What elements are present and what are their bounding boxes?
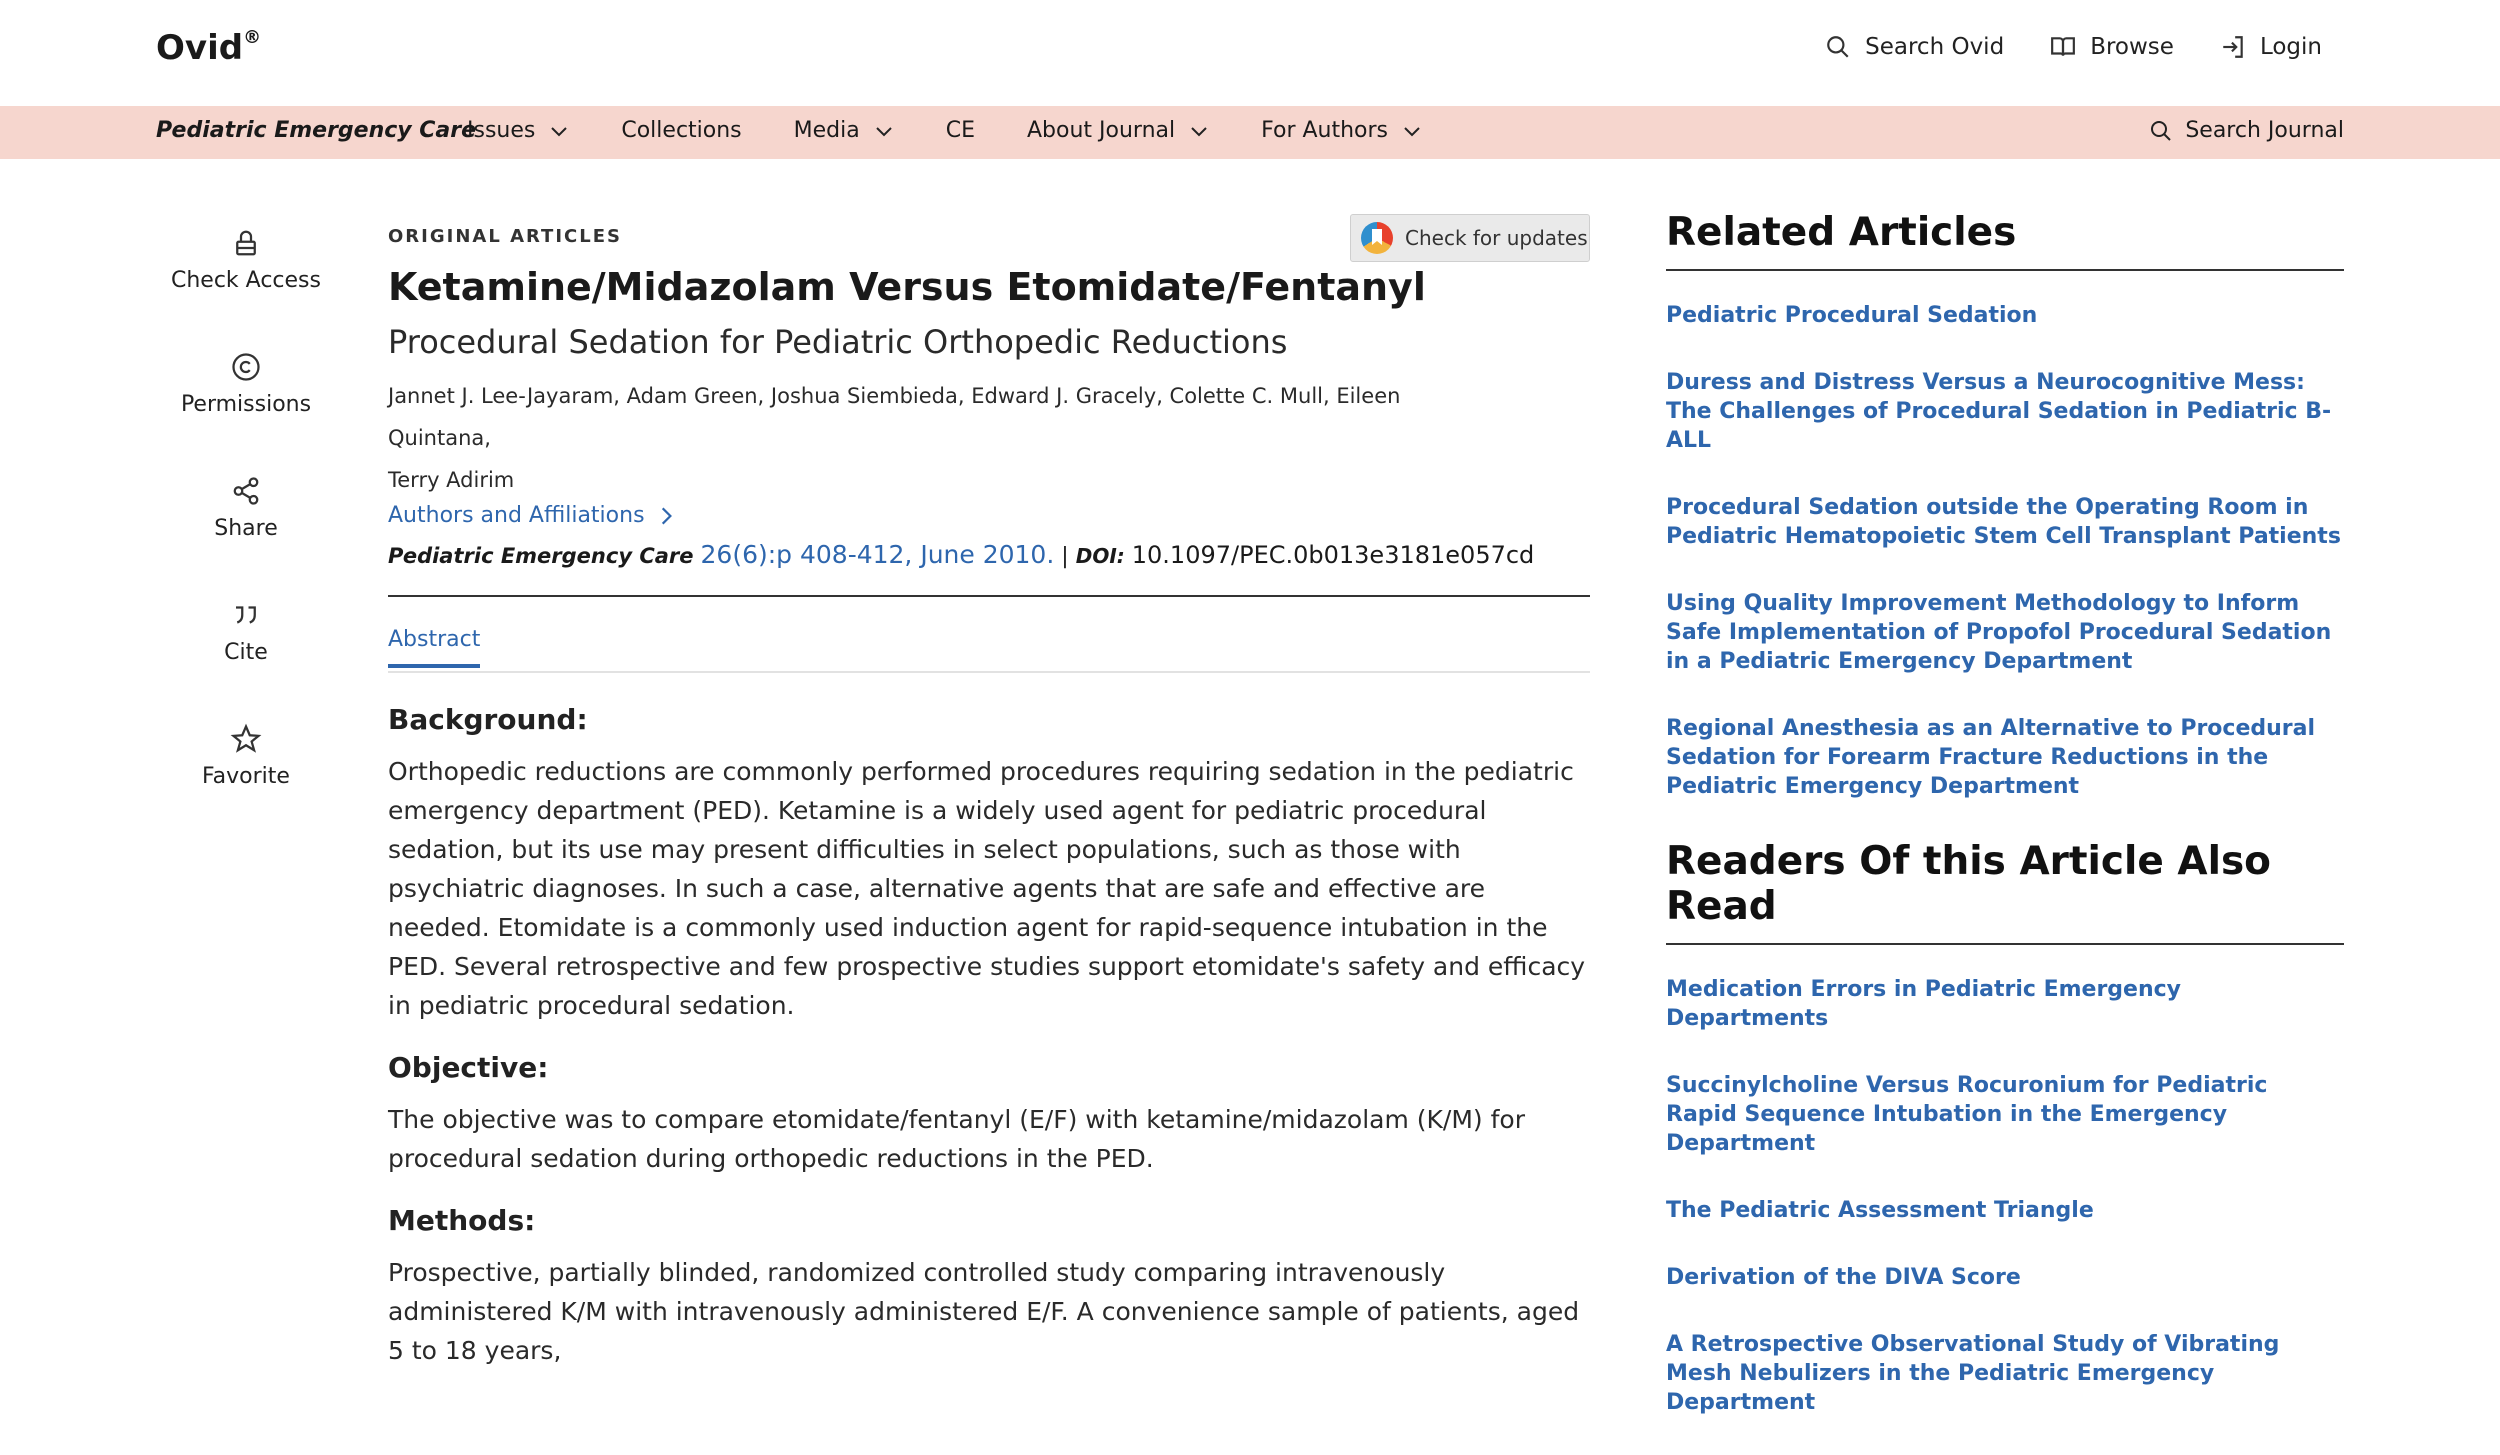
menu-issues[interactable] xyxy=(467,118,569,143)
objective-heading: Objective: xyxy=(388,1051,549,1084)
copyright-icon xyxy=(231,352,261,382)
methods-text: Prospective, partially blinded, randomized controlled study comparing intravenously administered K/M with intravenously administered E/F. A convenience sample of patients, aged 5 to 18 years, xyxy=(388,1258,1580,1365)
related-article-link[interactable]: Procedural Sedation outside the Operating Room in Pediatric Hematopoietic Stem Cell Transplant Patients xyxy=(1666,495,2341,549)
share-icon xyxy=(231,476,261,506)
crossmark-icon xyxy=(1361,222,1393,254)
article-title: Ketamine/Midazolam Versus Etomidate/Fentanyl xyxy=(388,265,1426,309)
chevron-right-icon xyxy=(655,505,677,527)
article-tools-rail xyxy=(156,228,336,848)
also-read-link[interactable]: Succinylcholine Versus Rocuronium for Pediatric Rapid Sequence Intubation in the Emergency Department xyxy=(1666,1073,2268,1156)
favorite-label: Favorite xyxy=(202,764,290,789)
related-articles-heading: Related Articles xyxy=(1666,210,2344,271)
menu-for-authors[interactable] xyxy=(1261,118,1422,143)
permissions-label: Permissions xyxy=(180,392,312,417)
search-icon xyxy=(2149,119,2173,143)
search-ovid-link[interactable] xyxy=(1825,34,2004,60)
objective-text: The objective was to compare etomidate/fentanyl (E/F) with ketamine/midazolam (K/M) for procedural sedation during orthopedic reductions in the PED. xyxy=(388,1105,1525,1173)
brand-name: Ovid xyxy=(156,28,244,68)
authors-line: Jannet J. Lee-Jayaram, Adam Green, Joshua Siembieda, Edward J. Gracely, Colette C. Mull, Eileen Quintana, xyxy=(388,384,1401,450)
methods-heading: Methods: xyxy=(388,1204,536,1237)
related-articles-list xyxy=(1666,301,2344,801)
chevron-down-icon xyxy=(1189,121,1209,141)
readers-also-read-heading: Readers Of this Article Also Read xyxy=(1666,839,2344,945)
also-read-link[interactable]: Derivation of the DIVA Score xyxy=(1666,1265,2021,1290)
menu-ce-label: CE xyxy=(945,118,975,143)
menu-collections-label: Collections xyxy=(621,118,742,143)
article-tabs xyxy=(388,627,1590,673)
journal-title[interactable]: Pediatric Emergency Care xyxy=(156,118,477,143)
cite-button[interactable] xyxy=(156,600,336,724)
related-article-link[interactable]: Pediatric Procedural Sedation xyxy=(1666,303,2038,328)
article-section-label: ORIGINAL ARTICLES xyxy=(388,226,622,247)
chevron-down-icon xyxy=(1402,121,1422,141)
background-text: Orthopedic reductions are commonly performed procedures requiring sedation in the pediatric emergency department (PED). Ketamine is a widely used agent for pediatric procedural sedation, but its use may present difficulties in select populations, such as those with psychiatric diagnoses. In such a case, alternative agents that are safe and effective are needed. Etomidate is a commonly used induction agent for rapid-sequence intubation in the PED. Several retrospective and few prospective studies support etomidate's safety and efficacy in pediatric procedural sedation. xyxy=(388,757,1586,1020)
lock-icon xyxy=(231,228,261,258)
also-read-link[interactable]: A Retrospective Observational Study of Vibrating Mesh Nebulizers in the Pediatric Emergency Department xyxy=(1666,1332,2280,1415)
article-subtitle: Procedural Sedation for Pediatric Orthopedic Reductions xyxy=(388,323,1288,361)
quote-icon xyxy=(231,600,261,630)
browse-label: Browse xyxy=(2090,34,2174,60)
check-for-updates-button[interactable] xyxy=(1350,214,1590,262)
journal-menu xyxy=(467,118,1474,143)
related-article-link[interactable]: Duress and Distress Versus a Neurocognitive Mess: The Challenges of Procedural Sedation in Pediatric B-ALL xyxy=(1666,370,2332,453)
login-icon xyxy=(2220,34,2246,60)
login-link[interactable] xyxy=(2220,34,2322,60)
chevron-down-icon xyxy=(549,121,569,141)
related-article-link[interactable]: Regional Anesthesia as an Alternative to Procedural Sedation for Forearm Fracture Reductions in the Pediatric Emergency Department xyxy=(1666,716,2316,799)
article-main xyxy=(388,220,1590,1370)
search-icon xyxy=(1825,34,1851,60)
star-icon xyxy=(231,724,261,754)
menu-about-journal[interactable] xyxy=(1027,118,1209,143)
permissions-button[interactable] xyxy=(156,352,336,476)
top-nav xyxy=(1825,34,2322,60)
book-icon xyxy=(2050,34,2076,60)
favorite-button[interactable] xyxy=(156,724,336,848)
share-button[interactable] xyxy=(156,476,336,600)
tab-abstract[interactable]: Abstract xyxy=(388,627,480,668)
site-header xyxy=(0,0,2500,106)
readers-also-read-list xyxy=(1666,975,2344,1417)
menu-media[interactable] xyxy=(794,118,894,143)
authors-line: Terry Adirim xyxy=(388,468,515,492)
menu-about-label: About Journal xyxy=(1026,118,1176,143)
doi-label: DOI: xyxy=(1075,544,1125,568)
menu-authors-label: For Authors xyxy=(1261,118,1389,143)
menu-ce[interactable] xyxy=(946,118,975,143)
citation-volume-link[interactable]: 26(6):p 408-412, June 2010. xyxy=(700,540,1055,569)
check-access-label: Check Access xyxy=(171,268,321,293)
cite-label: Cite xyxy=(224,640,268,665)
also-read-link[interactable]: Medication Errors in Pediatric Emergency Departments xyxy=(1666,977,2182,1031)
menu-media-label: Media xyxy=(793,118,860,143)
search-ovid-label: Search Ovid xyxy=(1865,34,2005,60)
check-access-button[interactable] xyxy=(156,228,336,352)
login-label: Login xyxy=(2259,34,2322,60)
affiliations-label: Authors and Affiliations xyxy=(388,503,645,528)
author-list xyxy=(388,375,1498,501)
sidebar xyxy=(1666,210,2344,1455)
ovid-logo[interactable] xyxy=(156,28,261,68)
menu-collections[interactable] xyxy=(621,118,741,143)
browse-link[interactable] xyxy=(2050,34,2174,60)
doi-value: 10.1097/PEC.0b013e3181e057cd xyxy=(1131,541,1535,569)
citation-line xyxy=(388,540,1590,569)
menu-issues-label: Issues xyxy=(467,118,536,143)
journal-nav-bar xyxy=(0,106,2500,159)
also-read-link[interactable]: The Pediatric Assessment Triangle xyxy=(1666,1198,2094,1223)
citation-separator: | xyxy=(1061,544,1069,569)
share-label: Share xyxy=(214,516,278,541)
divider xyxy=(388,595,1590,597)
registered-mark: ® xyxy=(243,26,262,48)
background-heading: Background: xyxy=(388,703,588,736)
related-article-link[interactable]: Using Quality Improvement Methodology to Inform Safe Implementation of Propofol Procedural Sedation in a Pediatric Emergency Department xyxy=(1666,591,2332,674)
search-journal-link[interactable] xyxy=(2149,118,2344,143)
authors-affiliations-link[interactable] xyxy=(388,503,1590,528)
check-for-updates-label: Check for updates xyxy=(1405,226,1588,250)
citation-journal: Pediatric Emergency Care xyxy=(388,544,694,568)
search-journal-label: Search Journal xyxy=(2185,118,2344,143)
chevron-down-icon xyxy=(874,121,894,141)
